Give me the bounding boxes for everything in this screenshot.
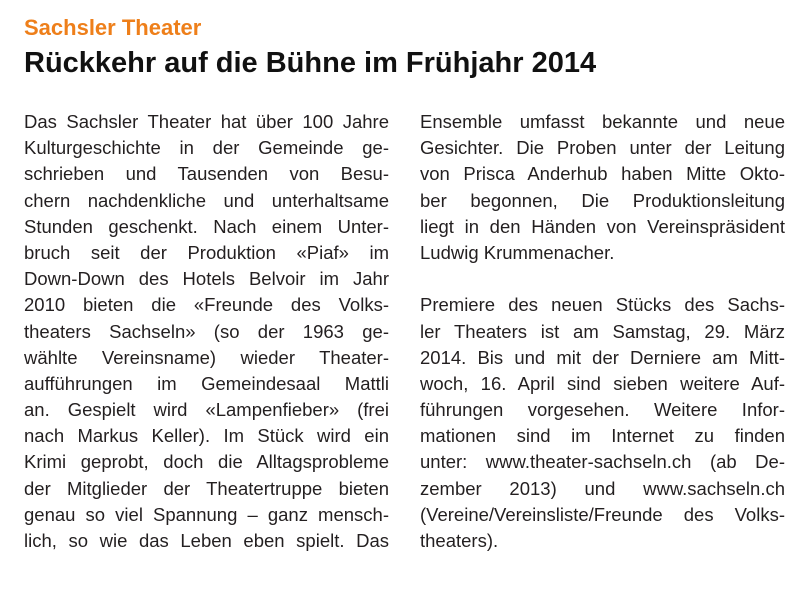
- body-line: lich, so wie das Leben eben spielt. Das: [24, 530, 389, 551]
- article-headline: Rückkehr auf die Bühne im Frühjahr 2014: [24, 47, 597, 79]
- body-line: 2014. Bis und mit der Derniere am Mitt-: [420, 346, 785, 368]
- body-line: Premiere des neuen Stücks des Sachs-: [420, 294, 785, 316]
- body-line: unter: www.theater-sachseln.ch (ab De-: [420, 451, 785, 473]
- body-line: wählte Vereinsname) wieder Theater-: [24, 346, 389, 368]
- body-line: ler Theaters ist am Samstag, 29. März: [420, 320, 785, 342]
- body-line: aufführungen im Gemeindesaal Mattli: [24, 372, 389, 394]
- body-line: liegt in den Händen von Vereinspräsident: [420, 215, 785, 237]
- body-line: genau so viel Spannung – ganz mensch-: [24, 503, 389, 525]
- paragraph-gap: [420, 266, 785, 292]
- body-line: von Prisca Anderhub haben Mitte Okto-: [420, 163, 785, 185]
- body-line: Gesichter. Die Proben unter der Leitung: [420, 137, 785, 159]
- body-line: Ludwig Krummenacher.: [420, 241, 615, 263]
- body-line: führungen vorgesehen. Weitere Infor-: [420, 399, 785, 421]
- body-line: woch, 16. April sind sieben weitere Auf-: [420, 372, 785, 394]
- body-line: Down-Down des Hotels Belvoir im Jahr: [24, 268, 389, 290]
- left-column: [24, 109, 389, 554]
- article-kicker: Sachsler Theater: [24, 15, 202, 40]
- body-line: schrieben und Tausenden von Besu-: [24, 163, 389, 185]
- body-line: Krimi geprobt, doch die Alltagsprobleme: [24, 451, 389, 473]
- body-line: (Vereine/Vereinsliste/Freunde des Volks-: [420, 503, 785, 525]
- body-line: Kulturgeschichte in der Gemeinde ge-: [24, 137, 389, 159]
- body-line: zember 2013) und www.sachseln.ch: [420, 477, 785, 499]
- body-line: theaters Sachseln» (so der 1963 ge-: [24, 320, 389, 342]
- body-line: der Mitglieder der Theatertruppe bieten: [24, 477, 389, 499]
- body-line: nach Markus Keller). Im Stück wird ein: [24, 425, 389, 447]
- body-line: Das Sachsler Theater hat über 100 Jahre: [24, 111, 389, 132]
- right-column: [420, 109, 785, 554]
- body-line: Ensemble umfasst bekannte und neue: [420, 111, 785, 132]
- body-line: bruch seit der Produktion «Piaf» im: [24, 241, 389, 263]
- body-line: ber begonnen, Die Produktionsleitung: [420, 189, 785, 211]
- body-line: mationen sind im Internet zu finden: [420, 425, 785, 447]
- body-line: 2010 bieten die «Freunde des Volks-: [24, 294, 389, 316]
- body-line: theaters).: [420, 530, 499, 551]
- body-line: Stunden geschenkt. Nach einem Unter-: [24, 215, 389, 237]
- body-line: chern nachdenkliche und unterhaltsame: [24, 189, 389, 211]
- body-line: an. Gespielt wird «Lampenfieber» (frei: [24, 399, 389, 421]
